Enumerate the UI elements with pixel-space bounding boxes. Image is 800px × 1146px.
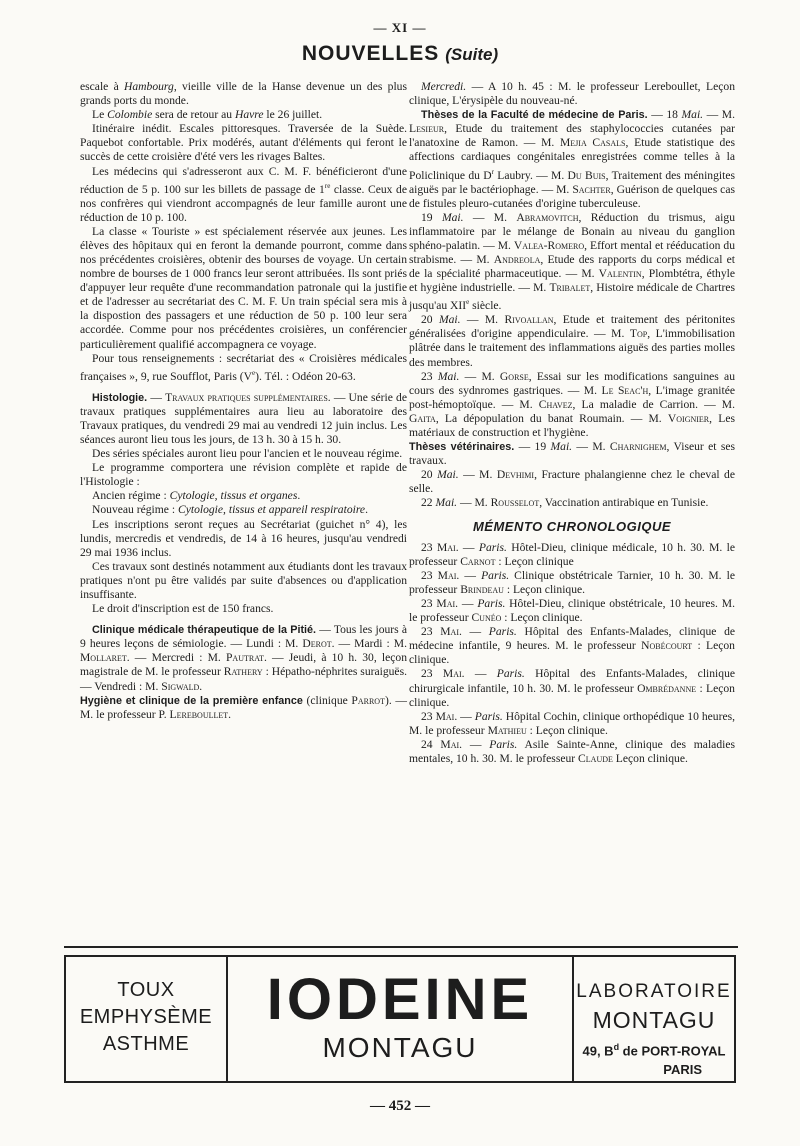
ad-brand-name: IODEINE	[266, 967, 534, 1032]
paragraph: 23 Mai. — Paris. Clinique obstétricale Tarnier, 10 h. 30. M. le professeur Brindeau : Leçon clinique.	[409, 568, 735, 596]
paragraph: 24 Mai. — Paris. Asile Sainte-Anne, clinique des maladies mentales, 10 h. 30. M. le professeur Claude Leçon clinique.	[409, 737, 735, 766]
memento-heading: MÉMENTO CHRONOLOGIQUE	[472, 518, 672, 534]
paragraph: Des séries spéciales auront lieu pour l'ancien et le nouveau régime.	[92, 447, 403, 461]
ad-indication: TOUX	[117, 979, 175, 1001]
paragraph: Itinéraire inédit. Escales pittoresques. Traversée de la Suède. Paquebot confortable. Prix modérés, autant d'éléments qui feront le succès de cette croisière d'été vers les rivages Baltes.	[80, 122, 407, 164]
paragraph: Hygiène et clinique de la première enfance (clinique Parrot). — M. le professeur P. Lereboullet.	[80, 693, 407, 721]
paragraph: Pour tous renseignements : secrétariat des « Croisières médicales françaises », 9, rue Soufflot, Paris (Ve). Tél. : Odéon 20-63.	[80, 351, 407, 383]
ad-lab-line2: MONTAGU	[592, 1007, 716, 1033]
paragraph: 20 Mai. — M. Devhimi, Fracture phalangienne chez le cheval de selle.	[409, 468, 735, 496]
paragraph: escale à Hambourg, vieille ville de la Hanse devenue un des plus grands ports du monde.	[80, 80, 407, 108]
paragraph: Ancien régime : Cytologie, tissus et organes.	[92, 489, 301, 503]
paragraph: 19 Mai. — M. Abramovitch, Réduction du trismus, aigu inflammatoire par le mélange de Bonain au niveau du ganglion sphéno-palatin. — M. Valea-Romero, Effort mental et rééducation du strabisme. — M. Andreola, Etude des rapports du corps médical et de la spécialité pharmaceutique. — M. Valentin, Plombtétra, éthyle et hygiène industrielle. — M. Tribalet, Histoire médicale de Chartres jusqu'au XIIe siècle.	[409, 210, 736, 313]
paragraph: Thèses vétérinaires. — 19 Mai. — M. Charnighem, Viseur et ses travaux.	[409, 440, 735, 468]
paragraph: Histologie. — Travaux pratiques supplémentaires. — Une série de travaux pratiques supplémentaires aura lieu au laboratoire des Travaux pratiques, du vendredi 29 mai au vendredi 12 juin inclus. Les séances auront lieu tous les jours, de 13 h. 30 à 15 h. 30.	[80, 390, 407, 446]
advertisement	[64, 955, 736, 1083]
paragraph: 23 Mai. — Paris. Hôpital Cochin, clinique orthopédique 10 heures, M. le professeur Mathieu : Leçon clinique.	[409, 709, 736, 737]
ad-indications	[66, 957, 228, 1081]
right-column	[409, 80, 735, 766]
paragraph: 20 Mai. — M. Rivoallan, Etude et traitement des péritonites généralisées d'origine appendiculaire. — M. Top, L'immobilisation plâtrée dans le traitement des inflammations aiguës des parties molles des membres.	[409, 313, 736, 369]
paragraph: Ces travaux sont destinés notamment aux étudiants dont les travaux pratiques n'ont pu être validés par suite d'absences ou d'application insuffisante.	[80, 559, 407, 601]
paragraph: Les médecins qui s'adresseront aux C. M. F. bénéficieront d'une réduction de 5 p. 100 sur les billets de passage de 1re classe. Ceux de nos confrères qui viendront accompagnés de leur famille auront une réduction de 10 p. 100.	[80, 164, 407, 224]
paragraph: La classe « Touriste » est spécialement réservée aux jeunes. Les élèves des hôpitaux qui en feront la demande pourront, comme dans nos précédentes croisières, obtenir des bourses de voyage. Un certain nombre de bourses de 1 000 francs leur seront attribuées. Ils sont priés d'appuyer leur requête d'une recommandation patronale qui la justifie et de l'adresser au secrétariat des C. M. F. Un train spécial sera mis à la dispostion des passagers et une réduction de 50 p. 100 leur sera accordée. Comme pour nos précédentes croisières, un conférencier particulièrement qualifié accompagnera ce voyage.	[80, 224, 407, 351]
paragraph: Mercredi. — A 10 h. 45 : M. le professeur Lereboullet, Leçon clinique, L'érysipèle du nouveau-né.	[409, 80, 735, 108]
paragraph: Le Colombie sera de retour au Havre le 26 juillet.	[92, 108, 323, 122]
ad-indication: EMPHYSÈME	[79, 1006, 213, 1028]
paragraph: Le droit d'inscription est de 150 francs.	[92, 602, 274, 616]
ad-lab-address: 49, $B^d$ de PORT-ROYAL	[582, 1042, 726, 1059]
paragraph: 23 Mai. — M. Gorse, Essai sur les modifications sanguines au cours des sydnromes gastriques. — M. Le Seac'h, L'image granitée post-hémoptoïque. — M. Chavez, La maladie de Carrion. — M. Gaita, La dépopulation du banat Roumain. — M. Voignier, Les matériaux de construction et l'hygiène.	[409, 369, 736, 439]
paragraph: 23 Mai. — Paris. Hôpital des Enfants-Malades, clinique chirurgicale infantile, 10 h. 30. M. le professeur Ombrédanne : Leçon clinique.	[409, 667, 736, 709]
ad-brand	[228, 957, 574, 1081]
paragraph: Nouveau régime : Cytologie, tissus et appareil respiratoire.	[92, 503, 368, 517]
paragraph: Clinique médicale thérapeutique de la Pitié. — Tous les jours à 9 heures leçons de sémiologie. — Lundi : M. Derot. — Mardi : M. Mollaret. — Mercredi : M. Pautrat. — Jeudi, à 10 h. 30, leçon magistrale de M. le professeur Rathery : Hépatho-néphrites suraiguës. — Vendredi : M. Sigwald.	[80, 623, 408, 693]
paragraph: 23 Mai. — Paris. Hôtel-Dieu, clinique obstétricale, 10 heures. M. le professeur Cunéo : Leçon clinique.	[409, 597, 735, 625]
paragraph: 23 Mai. — Paris. Hôtel-Dieu, clinique médicale, 10 h. 30. M. le professeur Carnot : Leçon clinique	[409, 540, 736, 568]
paragraph: Thèses de la Faculté de médecine de Paris. — 18 Mai. — M. Lesieur, Etude du traitement des staphylococcies cutanées par l'anatoxine de Ramon. — M. Mejia Casals, Etude statistique des affections cardiaques congénitales enregistrées comme telles à la Policlinique du $D^r$ Laubry. — M. Du Buis, Traitement des méningites aiguës par le bactériophage. — M. Sachter, Guérison de quelques cas de fistules pleuro-cutanées d'origine tuberculeuse.	[409, 108, 735, 210]
section-subtitle: (Suite)	[445, 45, 499, 64]
advert-rule	[64, 946, 738, 948]
section-title: NOUVELLES	[301, 42, 440, 65]
paragraph: 22 Mai. — M. Rousselot, Vaccination antirabique en Tunisie.	[421, 496, 709, 510]
left-column	[80, 80, 407, 722]
ad-laboratory	[574, 957, 734, 1081]
page-number: — 452 —	[370, 1098, 430, 1114]
ad-indication: ASTHME	[102, 1033, 190, 1055]
ad-brand-maker: MONTAGU	[322, 1032, 478, 1063]
paragraph: Les inscriptions seront reçues au Secrétariat (guichet n° 4), les lundis, mercredis et vendredis, de 14 à 16 heures, jusqu'au vendredi 29 mai 1936 inclus.	[80, 517, 407, 559]
running-title	[0, 42, 800, 66]
folio: — XI —	[373, 20, 427, 35]
ad-lab-city: PARIS	[663, 1062, 702, 1078]
ad-lab-line1: LABORATOIRE	[576, 981, 732, 1002]
paragraph: Le programme comportera une révision complète et rapide de l'Histologie :	[80, 461, 407, 489]
paragraph: 23 Mai. — Paris. Hôpital des Enfants-Malades, clinique de médecine infantile, 9 heures. M. le professeur Nobécourt : Leçon clinique.	[409, 625, 736, 667]
